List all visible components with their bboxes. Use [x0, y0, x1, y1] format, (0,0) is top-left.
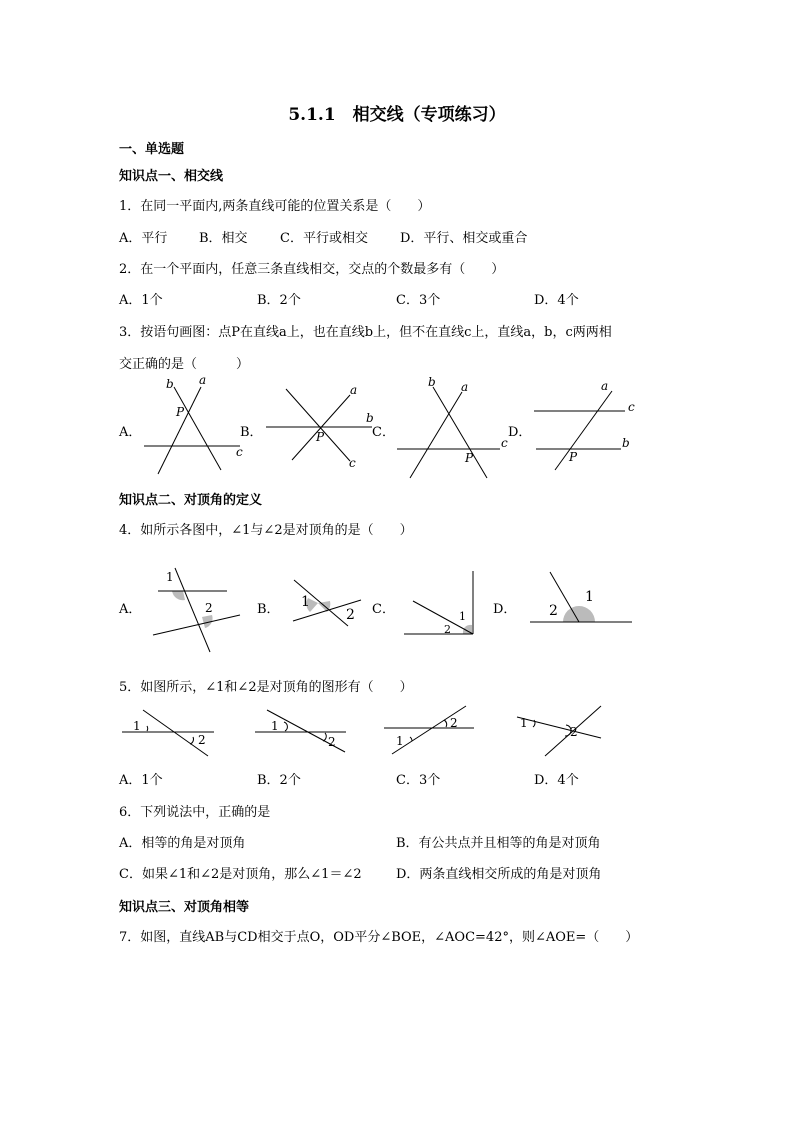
q6-option-b: B．有公共点并且相等的角是对顶角 — [396, 836, 601, 851]
q3b-label-p: P — [316, 430, 325, 444]
q4d-label-1: 1 — [585, 589, 594, 605]
q4-option-d: D． — [493, 602, 517, 617]
q3-option-d: D． — [508, 425, 532, 440]
q3-option-b: B． — [240, 425, 263, 440]
q4a-label-2: 2 — [205, 601, 213, 615]
q5a-arc-1 — [147, 726, 148, 731]
q4d-label-2: 2 — [549, 603, 558, 619]
question-3-line-2: 交正确的是（ ） — [119, 357, 250, 372]
q4-option-a: A． — [119, 602, 142, 617]
q3a-label-c: c — [236, 445, 243, 459]
q5c-arc-2 — [444, 720, 447, 727]
q5-option-b: B．2个 — [257, 773, 301, 788]
q4c-label-2: 2 — [444, 623, 451, 636]
q6-option-d: D．两条直线相交所成的角是对顶角 — [396, 867, 602, 882]
q5c-arc-1 — [410, 737, 412, 741]
page-title: 5.1.1 相交线（专项练习） — [288, 105, 506, 125]
q5d-label-2: 2 — [570, 725, 578, 739]
q5b-arc-1 — [284, 722, 287, 731]
q5-option-c: C．3个 — [396, 773, 441, 788]
q5c-label-1: 1 — [396, 734, 404, 748]
q3a-label-p: P — [176, 405, 185, 419]
q3b-label-c: c — [349, 456, 356, 470]
q3d-label-p: P — [569, 450, 578, 464]
q2-option-b: B．2个 — [257, 293, 301, 308]
q3-option-c: C． — [372, 425, 395, 440]
q3b-label-a: a — [350, 383, 358, 397]
q4c-label-1: 1 — [459, 610, 466, 623]
q1-option-c: C．平行或相交 — [280, 231, 368, 246]
q5b-arc-2 — [323, 733, 326, 741]
q3d-label-b: b — [622, 436, 630, 450]
q5d-label-1: 1 — [520, 716, 528, 730]
q1-option-d: D．平行、相交或重合 — [400, 231, 528, 246]
q3c-label-p: P — [465, 451, 474, 465]
q4b-label-1: 1 — [301, 594, 310, 610]
q3-option-a: A． — [119, 425, 142, 440]
q5a-label-1: 1 — [133, 719, 141, 733]
q1-option-a: A．平行 — [119, 231, 168, 246]
q5a-arc-2 — [190, 737, 194, 744]
q3a-label-a: a — [199, 373, 207, 387]
q5c-label-2: 2 — [450, 716, 458, 730]
q5-option-a: A．1个 — [119, 773, 163, 788]
q3c-label-c: c — [501, 436, 508, 450]
q6-option-c: C．如果∠1和∠2是对顶角，那么∠1＝∠2 — [119, 867, 362, 882]
knowledge-point-1: 知识点一、相交线 — [119, 169, 224, 184]
question-4: 4．如所示各图中，∠1与∠2是对顶角的是（ ） — [119, 523, 413, 538]
q3d-label-a: a — [601, 379, 609, 393]
q2-option-c: C．3个 — [396, 293, 441, 308]
q3c-label-a: a — [461, 380, 469, 394]
q5d-line-1 — [517, 717, 601, 738]
q4-option-b: B． — [257, 602, 280, 617]
q5-option-d: D．4个 — [534, 773, 579, 788]
q1-option-b: B．相交 — [199, 231, 248, 246]
question-5: 5．如图所示，∠1和∠2是对顶角的图形有（ ） — [119, 680, 413, 695]
question-7: 7．如图，直线AB与CD相交于点O，OD平分∠BOE，∠AOC=42°，则∠AOE=（ ） — [119, 930, 639, 945]
q2-option-a: A．1个 — [119, 293, 163, 308]
q4-option-c: C． — [372, 602, 395, 617]
section-heading: 一、单选题 — [119, 142, 185, 157]
q5b-label-1: 1 — [271, 719, 279, 733]
question-3-line-1: 3．按语句画图：点P在直线a上，也在直线b上，但不在直线c上，直线a，b，c两两相 — [119, 325, 612, 340]
q3c-label-b: b — [428, 375, 436, 389]
knowledge-point-2: 知识点二、对顶角的定义 — [119, 493, 263, 508]
q4a-label-1: 1 — [166, 570, 174, 584]
q3b-label-b: b — [366, 411, 374, 425]
question-2: 2．在一个平面内，任意三条直线相交，交点的个数最多有（ ） — [119, 262, 505, 277]
q2-option-d: D．4个 — [534, 293, 579, 308]
q6-option-a: A．相等的角是对顶角 — [119, 836, 246, 851]
q5a-label-2: 2 — [198, 733, 206, 747]
question-6: 6．下列说法中，正确的是 — [119, 805, 271, 820]
question-1: 1．在同一平面内,两条直线可能的位置关系是（ ） — [119, 199, 431, 214]
knowledge-point-3: 知识点三、对顶角相等 — [119, 900, 250, 915]
q4b-label-2: 2 — [346, 607, 355, 623]
q5b-label-2: 2 — [328, 735, 336, 749]
q3a-label-b: b — [166, 377, 174, 391]
q3d-label-c: c — [628, 400, 635, 414]
